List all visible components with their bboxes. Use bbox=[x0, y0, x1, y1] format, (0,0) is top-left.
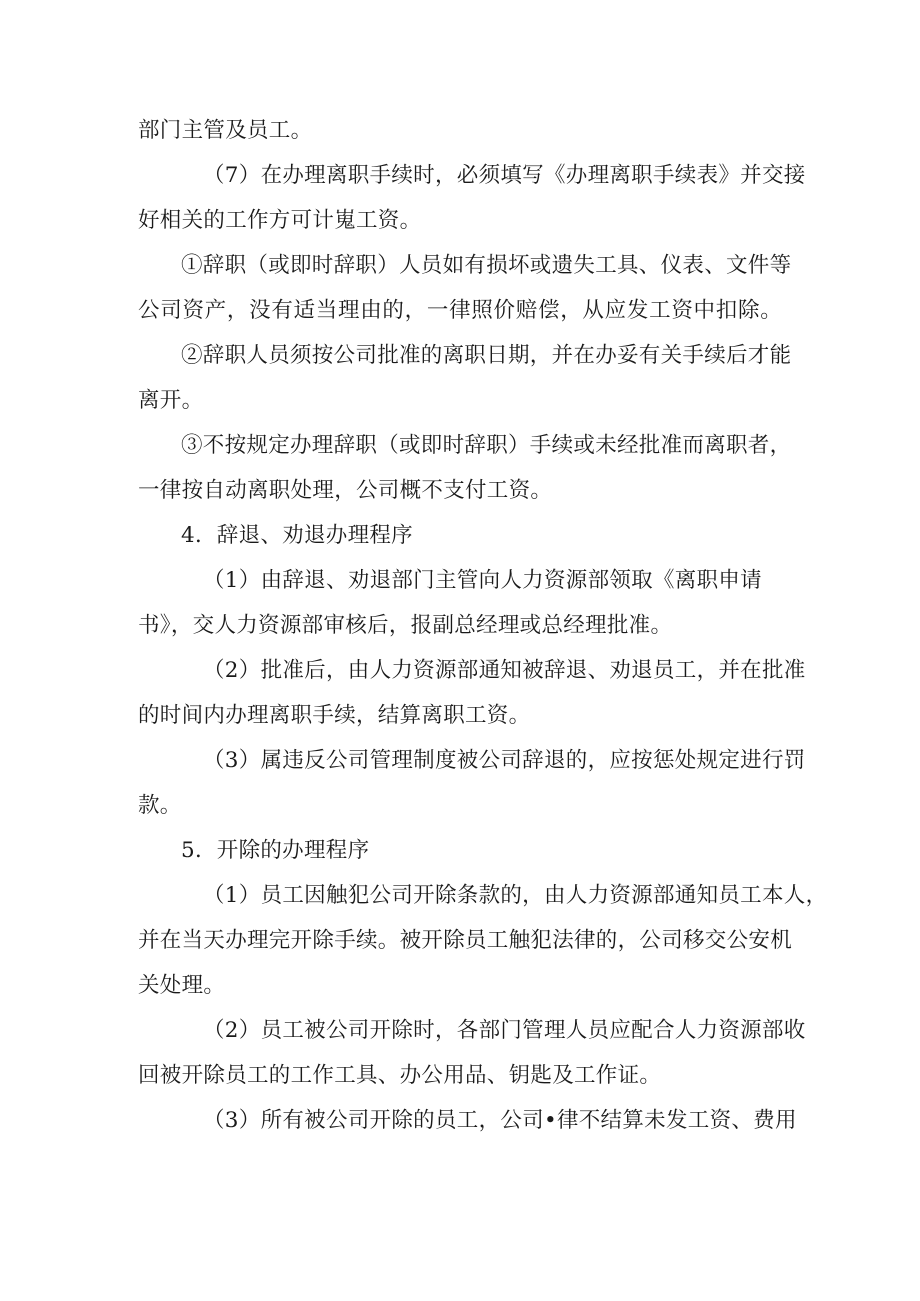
paragraph-line: 部门主管及员工。 bbox=[138, 118, 313, 143]
paragraph-line: （7）在办理离职手续时，必须填写《办理离职手续表》并交接 bbox=[203, 163, 806, 188]
paragraph-line: （3）所有被公司开除的员工，公司•律不结算未发工资、费用 bbox=[203, 1108, 797, 1133]
paragraph-line: 的时间内办理离职手续，结算离职工资。 bbox=[138, 703, 531, 728]
paragraph-line: （3）属违反公司管理制度被公司辞退的，应按惩处规定进行罚 bbox=[203, 748, 806, 773]
section-heading: 4．辞退、劝退办理程序 bbox=[181, 523, 413, 548]
paragraph-line: 一律按自动离职处理，公司概不支付工资。 bbox=[138, 478, 553, 503]
paragraph-line: （1）员工因触犯公司开除条款的，由人力资源部通知员工本人， bbox=[203, 883, 828, 908]
paragraph-line: 关处理。 bbox=[138, 973, 226, 998]
paragraph-line: 款。 bbox=[138, 793, 182, 818]
paragraph-line: （2）员工被公司开除时，各部门管理人员应配合人力资源部收 bbox=[203, 1018, 806, 1043]
paragraph-line: 回被开除员工的工作工具、办公用品、钥匙及工作证。 bbox=[138, 1063, 662, 1088]
paragraph-line: 离开。 bbox=[138, 388, 204, 413]
paragraph-line: ②辞职人员须按公司批准的离职日期，并在办妥有关手续后才能 bbox=[181, 343, 792, 368]
paragraph-line: （1）由辞退、劝退部门主管向人力资源部领取《离职申请 bbox=[203, 568, 762, 593]
paragraph-line: 公司资产，没有适当理由的，一律照价赔偿，从应发工资中扣除。 bbox=[138, 298, 782, 323]
section-heading: 5．开除的办理程序 bbox=[181, 838, 370, 863]
paragraph-line: ③不按规定办理辞职（或即时辞职）手续或未经批准而离职者， bbox=[181, 433, 792, 458]
paragraph-line: ①辞职（或即时辞职）人员如有损坏或遗失工具、仪表、文件等 bbox=[181, 253, 792, 278]
paragraph-line: 好相关的工作方可计嵬工资。 bbox=[138, 208, 422, 233]
paragraph-line: 书》，交人力资源部审核后，报副总经理或总经理批准。 bbox=[138, 613, 673, 638]
paragraph-line: 并在当天办理完开除手续。被开除员工触犯法律的，公司移交公安机 bbox=[138, 928, 793, 953]
paragraph-line: （2）批准后，由人力资源部通知被辞退、劝退员工，并在批准 bbox=[203, 658, 806, 683]
